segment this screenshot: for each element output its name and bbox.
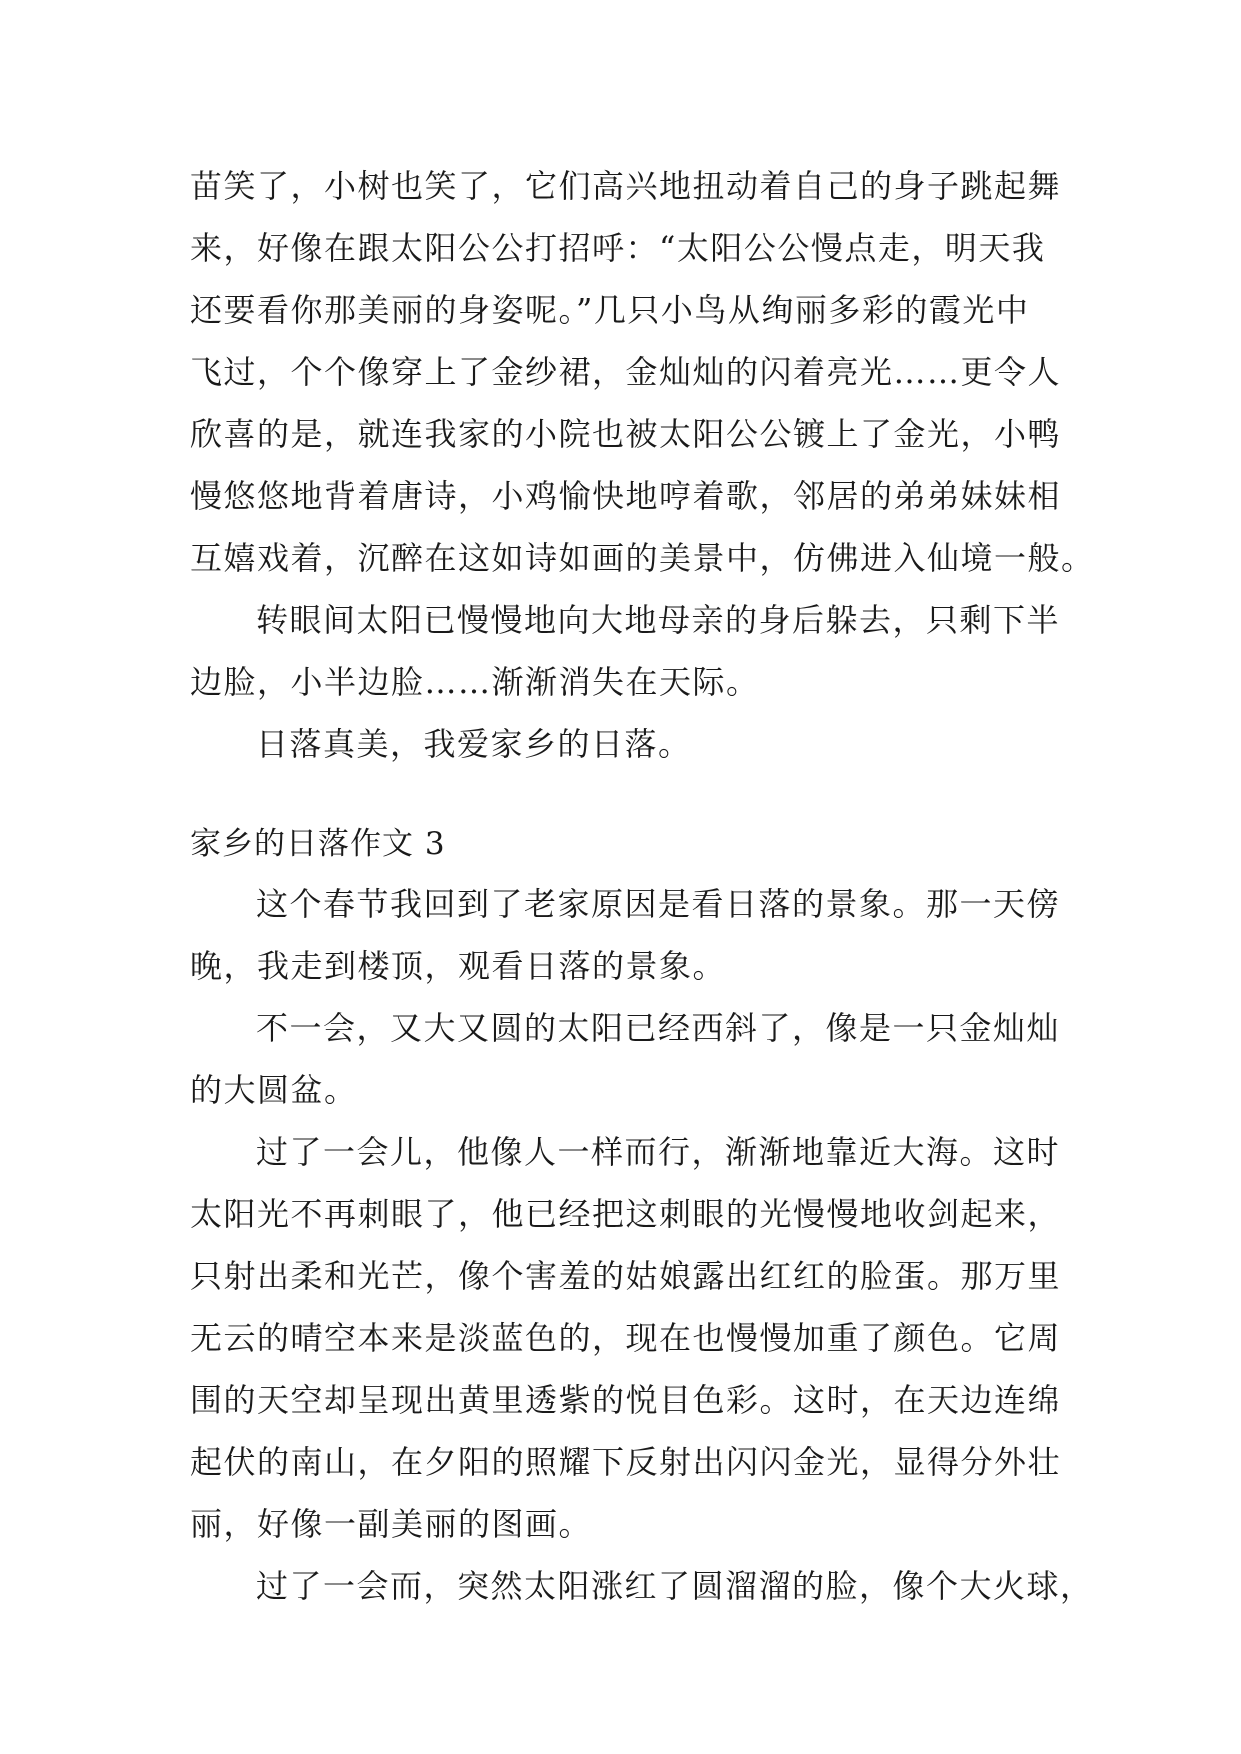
section-heading: 家乡的日落作文 3 xyxy=(190,826,446,862)
text-line: 苗笑了，小树也笑了，它们高兴地扭动着自己的身子跳起舞 xyxy=(190,167,1062,205)
text-line: 还要看你那美丽的身姿呢。”几只小鸟从绚丽多彩的霞光中 xyxy=(190,291,1030,329)
text-line: 的大圆盆。 xyxy=(190,1071,358,1109)
text-line: 晚，我走到楼顶，观看日落的景象。 xyxy=(190,947,727,985)
text-line: 起伏的南山，在夕阳的照耀下反射出闪闪金光，显得分外壮 xyxy=(190,1443,1062,1481)
paragraph-start-line: 转眼间太阳已慢慢地向大地母亲的身后躲去，只剩下半 xyxy=(256,601,1061,639)
paragraph-start-line: 日落真美，我爱家乡的日落。 xyxy=(256,725,692,763)
text-line: 欣喜的是，就连我家的小院也被太阳公公镀上了金光，小鸭 xyxy=(190,415,1062,453)
paragraph-start-line: 过了一会而，突然太阳涨红了圆溜溜的脸，像个大火球， xyxy=(256,1567,1094,1605)
text-line: 丽，好像一副美丽的图画。 xyxy=(190,1505,593,1543)
paragraph-start-line: 不一会，又大又圆的太阳已经西斜了，像是一只金灿灿 xyxy=(256,1009,1061,1047)
text-line: 飞过，个个像穿上了金纱裙，金灿灿的闪着亮光……更令人 xyxy=(190,353,1062,391)
text-line: 互嬉戏着，沉醉在这如诗如画的美景中，仿佛进入仙境一般。 xyxy=(190,539,1095,577)
paragraph-start-line: 过了一会儿，他像人一样而行，渐渐地靠近大海。这时 xyxy=(256,1133,1061,1171)
text-line: 太阳光不再刺眼了，他已经把这刺眼的光慢慢地收剑起来， xyxy=(190,1195,1062,1233)
text-line: 慢悠悠地背着唐诗，小鸡愉快地哼着歌，邻居的弟弟妹妹相 xyxy=(190,477,1062,515)
text-line: 无云的晴空本来是淡蓝色的，现在也慢慢加重了颜色。它周 xyxy=(190,1319,1062,1357)
text-line: 只射出柔和光芒，像个害羞的姑娘露出红红的脸蛋。那万里 xyxy=(190,1257,1062,1295)
paragraph-start-line: 这个春节我回到了老家原因是看日落的景象。那一天傍 xyxy=(256,885,1061,923)
text-line: 边脸，小半边脸……渐渐消失在天际。 xyxy=(190,663,760,701)
text-line: 围的天空却呈现出黄里透紫的悦目色彩。这时，在天边连绵 xyxy=(190,1381,1062,1419)
text-line: 来，好像在跟太阳公公打招呼：“太阳公公慢点走，明天我 xyxy=(190,229,1046,267)
